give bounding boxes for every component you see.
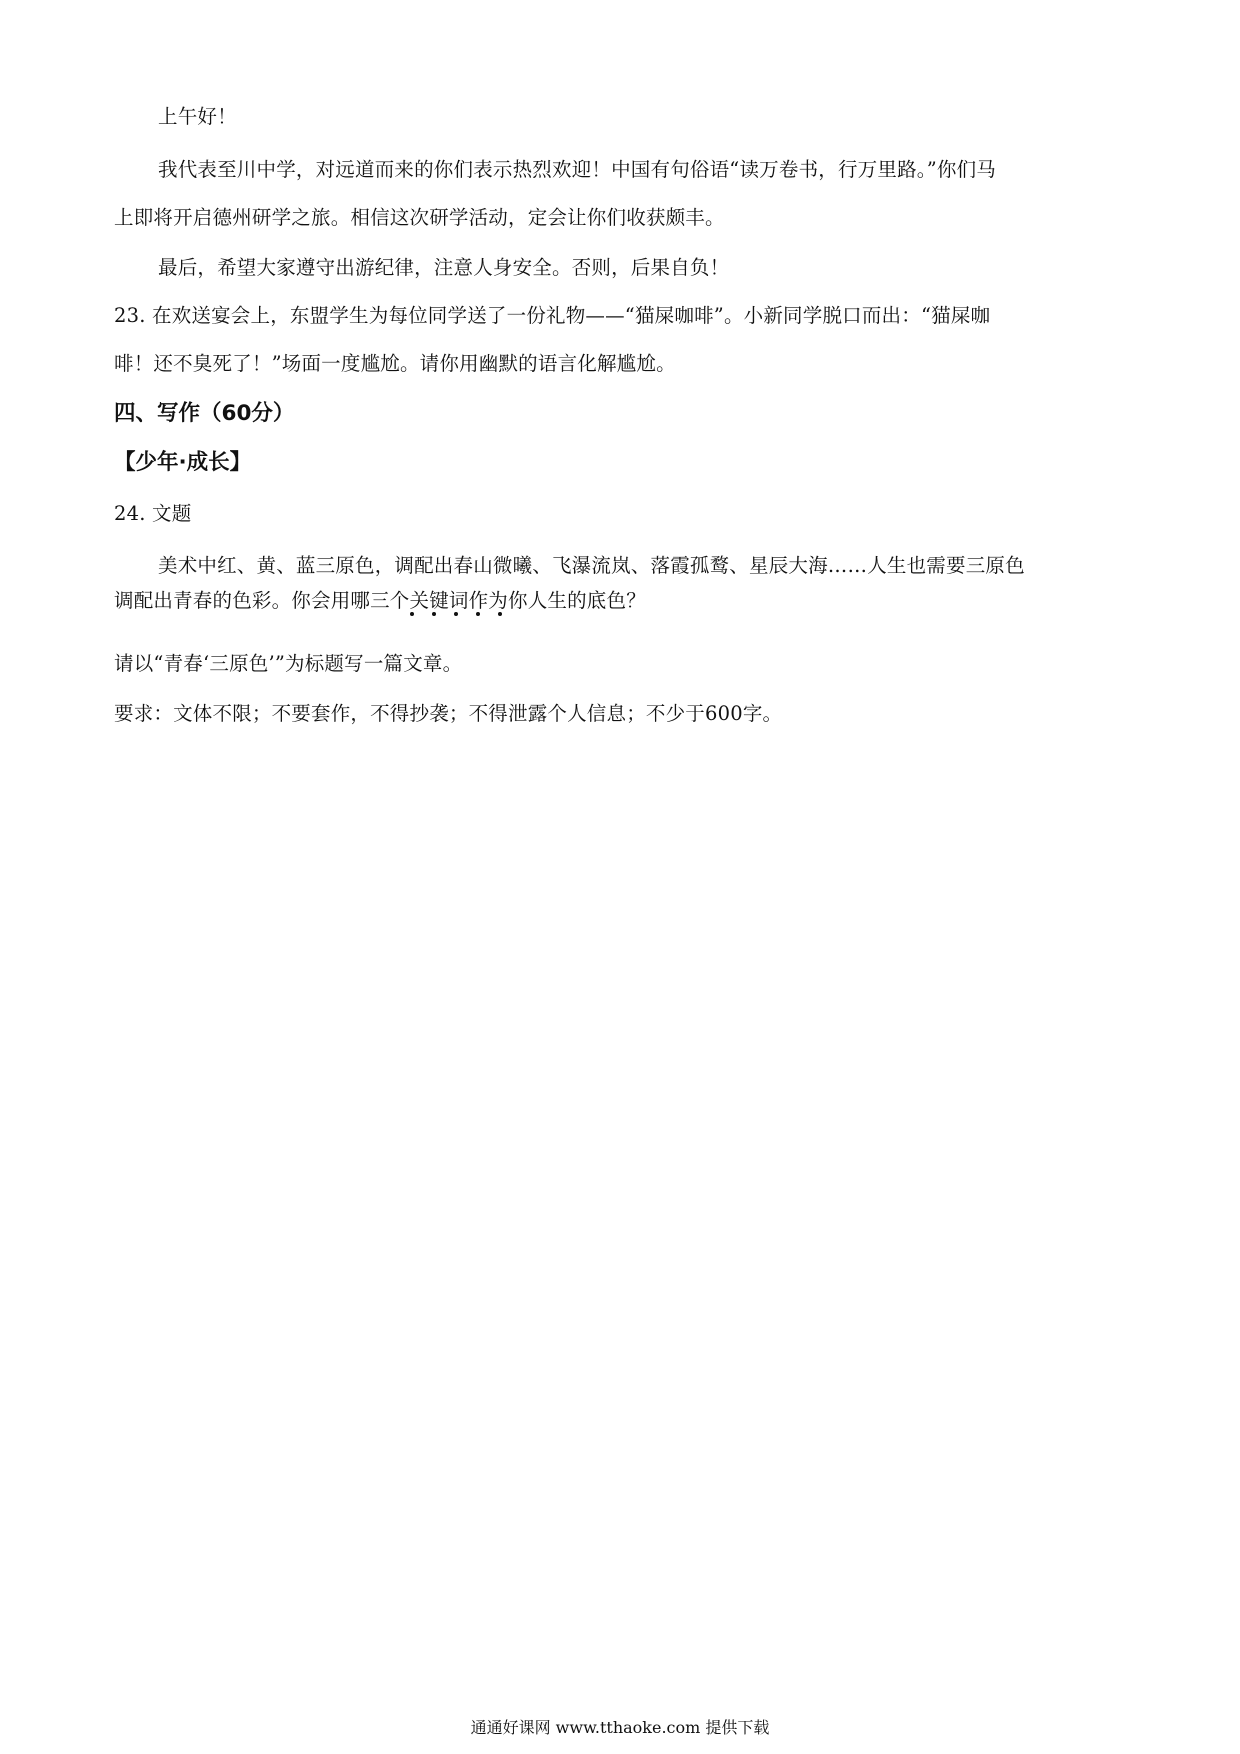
question-24-prompt-line-1: 美术中红、黄、蓝三原色，调配出春山微曦、飞瀑流岚、落霞孤鹜、星辰大海……人生也需要三原色 <box>158 554 1025 577</box>
emphasis-dot <box>432 612 436 616</box>
question-24-prompt-line-2: 调配出青春的色彩。你会用哪三个关键词作为你人生的底色？ <box>114 589 646 612</box>
letter-paragraph-1-line-2: 上即将开启德州研学之旅。相信这次研学活动，定会让你们收获颇丰。 <box>114 206 725 229</box>
emphasis-dot <box>498 612 502 616</box>
question-24-label: 24. 文题 <box>114 502 192 525</box>
letter-greeting: 上午好！ <box>158 105 237 128</box>
question-24-instruction: 请以“青春‘三原色’”为标题写一篇文章。 <box>114 652 463 675</box>
question-23-line-2: 啡！还不臭死了！”场面一度尴尬。请你用幽默的语言化解尴尬。 <box>114 352 676 375</box>
letter-paragraph-1-line-1: 我代表至川中学，对远道而来的你们表示热烈欢迎！中国有句俗语“读万卷书，行万里路。”你们马 <box>158 158 996 181</box>
letter-paragraph-2: 最后，希望大家遵守出游纪律，注意人身安全。否则，后果自负！ <box>158 256 730 279</box>
question-24-requirements: 要求：文体不限；不要套作，不得抄袭；不得泄露个人信息；不少于600字。 <box>114 702 783 725</box>
page-footer: 通通好课网 www.tthaoke.com 提供下载 <box>470 1718 770 1737</box>
emphasis-dot <box>410 612 414 616</box>
emphasis-dots <box>404 612 514 622</box>
question-23-line-1: 23. 在欢送宴会上，东盟学生为每位同学送了一份礼物——“猫屎咖啡”。小新同学脱口而出：“猫屎咖 <box>114 304 991 327</box>
emphasis-dot <box>454 612 458 616</box>
section-theme: 【少年·成长】 <box>114 450 252 475</box>
section-title: 四、写作（60分） <box>114 401 295 426</box>
emphasis-dot <box>476 612 480 616</box>
